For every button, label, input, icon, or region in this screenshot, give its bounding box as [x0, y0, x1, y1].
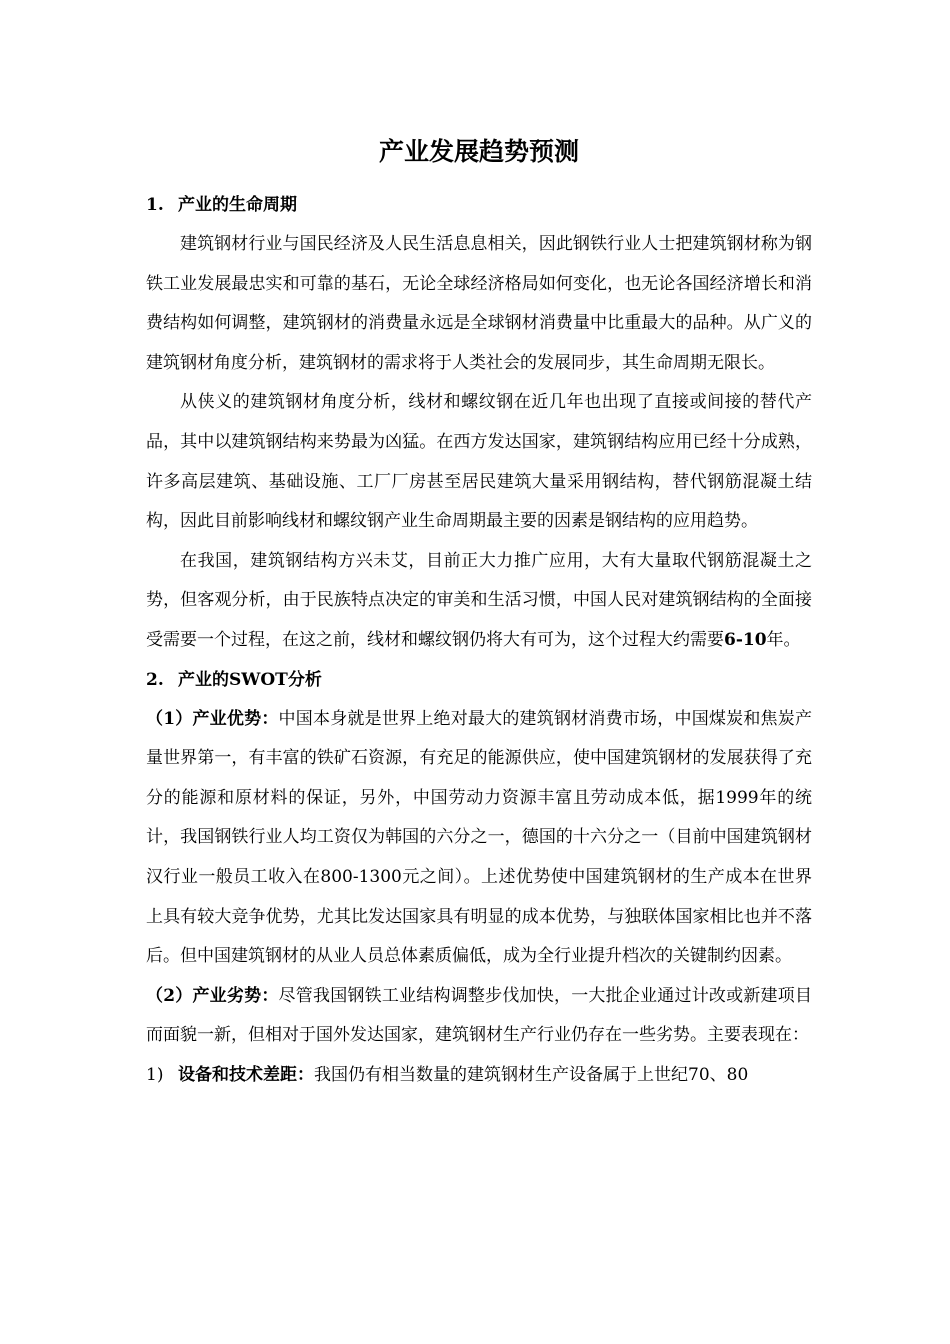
section-heading-lifecycle [146, 186, 812, 225]
section-heading-text: 产业的生命周期 [178, 195, 297, 215]
section-number: 2. [146, 669, 164, 690]
list-item-equipment-gap [146, 1056, 812, 1096]
paragraph-weaknesses [146, 977, 812, 1056]
list-item-label: 设备和技术差距： [178, 1064, 314, 1085]
duration-value: 6-10 [724, 629, 767, 650]
weaknesses-label: （2）产业劣势： [146, 985, 279, 1006]
paragraph-narrow-analysis: 从侠义的建筑钢材角度分析，线材和螺纹钢在近几年也出现了直接或间接的替代产品，其中以建筑钢结构来势最为凶猛。在西方发达国家，建筑钢结构应用已经十分成熟，许多高层建筑、基础设施、工厂厂房甚至居民建筑大量采用钢结构，替代钢筋混凝土结构，因此目前影响线材和螺纹钢产业生命周期最主要的因素是钢结构的应用趋势。 [146, 392, 812, 532]
list-item-number: 1) [146, 1064, 164, 1085]
section-heading-swot [146, 661, 812, 700]
paragraph-china-outlook [146, 542, 812, 661]
strengths-text: 中国本身就是世界上绝对最大的建筑钢材消费市场，中国煤炭和焦炭产量世界第一，有丰富的铁矿石资源，有充足的能源供应，使中国建筑钢材的发展获得了充分的能源和原材料的保证，另外，中国劳动力资源丰富且劳动成本低，据1999年的统计，我国钢铁行业人均工资仅为韩国的六分之一，德国的十六分之一（目前中国建筑钢材汉行业一般员工收入在800-1300元之间）。上述优势使中国建筑钢材的生产成本在世界上具有较大竞争优势，尤其比发达国家具有明显的成本优势，与独联体国家相比也并不落后。但中国建筑钢材的从业人员总体素质偏低，成为全行业提升档次的关键制约因素。 [146, 708, 812, 967]
page-title: 产业发展趋势预测 [378, 137, 579, 166]
section-number: 1. [146, 195, 164, 215]
paragraph-text: 在我国，建筑钢结构方兴未艾，目前正大力推广应用，大有大量取代钢筋混凝土之势，但客观分析，由于民族特点决定的审美和生活习惯，中国人民对建筑钢结构的全面接受需要一个过程，在这之前，线材和螺纹钢仍将大有可为，这个过程大约需要 [146, 550, 812, 650]
paragraph-strengths [146, 700, 812, 977]
strengths-label: （1）产业优势： [146, 708, 279, 729]
section-heading-text: 产业的SWOT分析 [178, 669, 322, 690]
document-body [146, 132, 812, 1095]
paragraph-broad-analysis: 建筑钢材行业与国民经济及人民生活息息相关，因此钢铁行业人士把建筑钢材称为钢铁工业发展最忠实和可靠的基石，无论全球经济格局如何变化，也无论各国经济增长和消费结构如何调整，建筑钢材的消费量永远是全球钢材消费量中比重最大的品种。从广义的建筑钢材角度分析，建筑钢材的需求将于人类社会的发展同步，其生命周期无限长。 [146, 234, 812, 373]
paragraph-text-end: 年。 [766, 629, 801, 650]
list-item-text: 我国仍有相当数量的建筑钢材生产设备属于上世纪70、80 [314, 1064, 749, 1085]
weaknesses-text: 尽管我国钢铁工业结构调整步伐加快，一大批企业通过计改或新建项目而面貌一新，但相对于国外发达国家，建筑钢材生产行业仍存在一些劣势。主要表现在： [146, 985, 812, 1046]
